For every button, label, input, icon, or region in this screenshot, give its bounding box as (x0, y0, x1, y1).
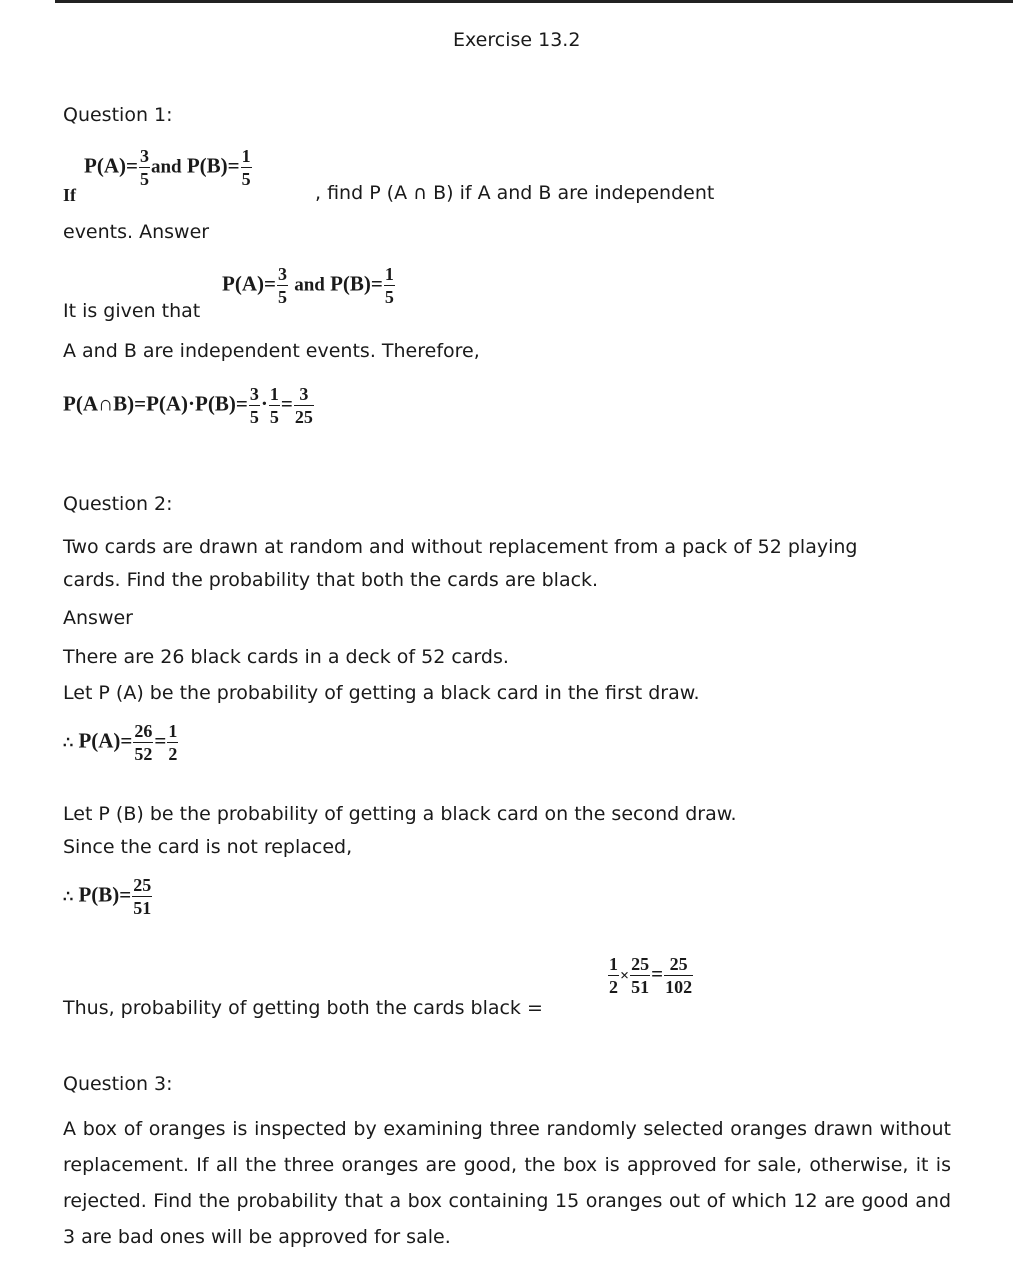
q1-result-formula: P(A∩B)=P(A)·P(B)= $\frac{3}{5}$ · $\frac{1}{5}$ = $\frac{3}{25}$ (63, 384, 313, 427)
fraction-25-51: $\frac{25}{51}$ (133, 875, 152, 918)
q1-find-text: , find P (A ∩ B) if A and B are independent (315, 182, 715, 204)
fraction-1-5: $\frac{1}{5}$ (384, 264, 394, 307)
fraction-26-52: $\frac{26}{52}$ (134, 721, 153, 764)
times-sign: × (620, 967, 630, 985)
fraction-25-102: $\frac{25}{102}$ (665, 954, 693, 997)
q2-heading: Question 2: (63, 493, 173, 515)
q3-question-text: A box of oranges is inspected by examining three randomly selected oranges drawn without replacement. If all the three oranges are good, the box is approved for sale, otherwise, it is rejected. Find the probability that a box containing 15 oranges out of which 12 are good and 3 are bad ones will be approved for sale. (63, 1118, 951, 1248)
q2-question-text: Two cards are drawn at random and without replacement from a pack of 52 playing cards. Find the probability that both the cards are black. (63, 536, 858, 591)
q1-if-label (63, 184, 76, 206)
fraction-3-5: $\frac{3}{5}$ (249, 384, 259, 427)
fraction-1-5: $\frac{1}{5}$ (241, 146, 251, 189)
q1-given-values: P(A)= $\frac{3}{5}$ and P(B)= $\frac{1}{5}$ (222, 264, 394, 307)
q2-line2: Let P (A) be the probability of getting a black card in the first draw. (63, 682, 700, 704)
q3-heading: Question 3: (63, 1073, 173, 1095)
page-title: Exercise 13.2 (453, 29, 581, 51)
equals-sign: = (125, 153, 138, 178)
fraction-1-2: $\frac{1}{2}$ (168, 721, 178, 764)
fraction-3-25: $\frac{3}{25}$ (294, 384, 313, 427)
therefore-symbol: ∴ (63, 734, 74, 752)
fraction-25-51: $\frac{25}{51}$ (631, 954, 650, 997)
fraction-1-5: $\frac{1}{5}$ (269, 384, 279, 427)
q2-pb-formula: ∴ P(B)= $\frac{25}{51}$ (63, 875, 152, 918)
papb-symbol: P(A)·P(B) (146, 391, 236, 416)
if-word: If (63, 185, 76, 205)
q2-answer-label: Answer (63, 607, 133, 629)
therefore-symbol: ∴ (63, 888, 74, 906)
q1-given-formula (84, 147, 253, 188)
pab-symbol: P(A∩B) (63, 391, 135, 416)
q2-line1: There are 26 black cards in a deck of 52 cards. (63, 646, 509, 668)
q2-thus-text: Thus, probability of getting both the cards black = (63, 997, 543, 1019)
q1-events-answer: events. Answer (63, 221, 210, 243)
q1-heading: Question 1: (63, 104, 173, 126)
equals-sign: = (227, 153, 240, 178)
q1-given-label: It is given that (63, 300, 201, 322)
fraction-3-5: $\frac{3}{5}$ (139, 146, 149, 189)
fraction-3-5: $\frac{3}{5}$ (277, 264, 287, 307)
q1-independent-line: A and B are independent events. Therefore, (63, 340, 480, 362)
pa-symbol: P(A) (84, 153, 126, 178)
q2-pa-formula: ∴ P(A)= $\frac{26}{52}$ = $\frac{1}{2}$ (63, 721, 178, 764)
q2-line3: Let P (B) be the probability of getting a black card on the second draw. Since the card is not replaced, (63, 803, 737, 858)
top-rule (55, 0, 1013, 3)
pb-symbol: P(B) (186, 153, 228, 178)
and-word: and (150, 156, 182, 178)
fraction-1-2: $\frac{1}{2}$ (609, 954, 618, 997)
q2-final-formula: $\frac{1}{2}$ × $\frac{25}{51}$ = $\frac{25}{102}$ (609, 954, 693, 997)
